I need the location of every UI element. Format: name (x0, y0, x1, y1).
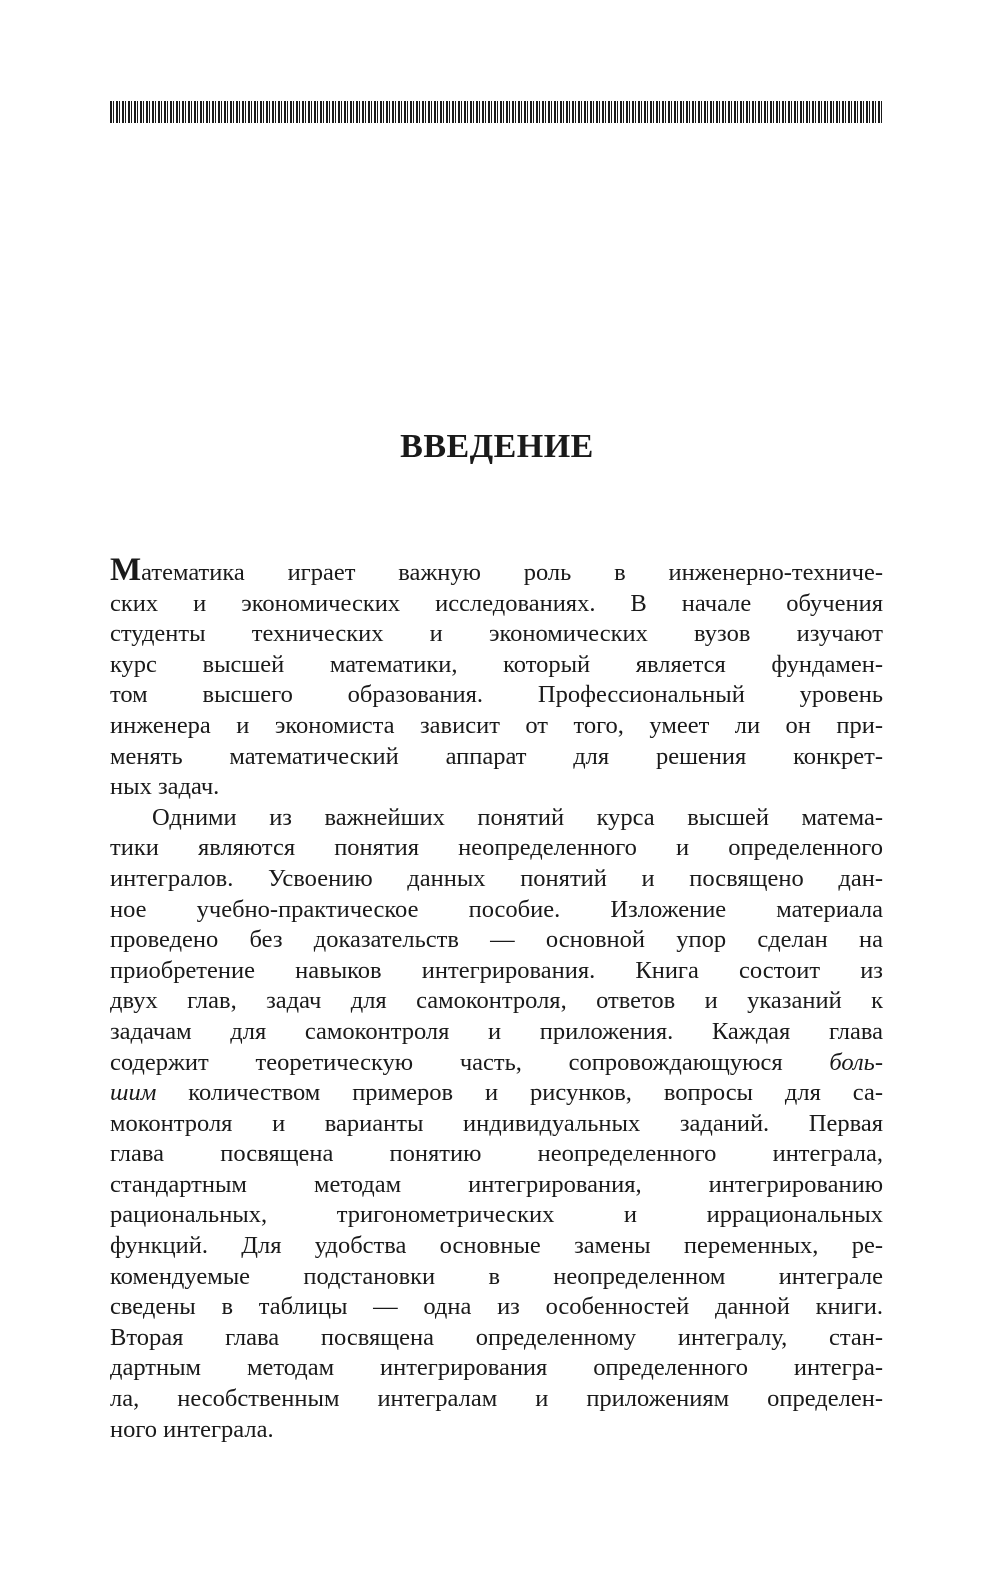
text-line: менять математический аппарат для решения конкрет- (110, 742, 883, 770)
text-line: двух глав, задач для самоконтроля, ответов и указаний к (110, 987, 883, 1015)
text-line: курс высшей математики, который является фундамен- (110, 650, 883, 678)
text-line: приобретение навыков интегрирования. Книга состоит из (110, 956, 883, 984)
text-line: инженера и экономиста зависит от того, умеет ли он при- (110, 711, 883, 739)
body-text (110, 552, 883, 1445)
drop-cap: М (110, 552, 142, 588)
text-line (110, 552, 883, 589)
text-line: дартным методам интегрирования определенного интегра- (110, 1354, 883, 1382)
text-line: Вторая глава посвящена определенному интегралу, стан- (110, 1323, 883, 1351)
text-line: глава посвящена понятию неопределенного интеграла, (110, 1140, 883, 1168)
text-line: интегралов. Усвоению данных понятий и посвящено дан- (110, 864, 883, 892)
text-line: ных задач. (110, 773, 220, 801)
text-line: студенты технических и экономических вузов изучают (110, 620, 883, 648)
text-line (110, 1078, 883, 1109)
text-line: задачам для самоконтроля и приложения. Каждая глава (110, 1017, 883, 1045)
text-segment: количеством примеров и рисунков, вопросы для са- (156, 1079, 883, 1107)
text-line: комендуемые подстановки в неопределенном интеграле (110, 1262, 883, 1290)
text-line: Одними из важнейших понятий курса высшей матема- (152, 803, 883, 831)
text-line: ное учебно-практическое пособие. Изложение материала (110, 895, 883, 923)
text-line: функций. Для удобства основные замены переменных, ре- (110, 1232, 883, 1260)
chapter-title: ВВЕДЕНИЕ (400, 428, 594, 465)
text-line: сведены в таблицы — одна из особенностей данной книги. (110, 1293, 883, 1321)
text-line: ских и экономических исследованиях. В начале обучения (110, 589, 883, 617)
text-line: тики являются понятия неопределенного и определенного (110, 834, 883, 862)
text-line-content: атематика играет важную роль в инженерно-техниче- (141, 559, 883, 586)
text-line: ла, несобственным интегралам и приложениям определен- (110, 1385, 883, 1413)
text-line: стандартным методам интегрирования, интегрированию (110, 1170, 883, 1198)
header-rule (110, 101, 884, 123)
emphasis-text: шим (110, 1079, 157, 1107)
text-line: рациональных, тригонометрических и иррациональных (110, 1201, 883, 1229)
paragraph-1 (110, 552, 883, 803)
paragraph-2 (110, 803, 883, 1445)
text-line: ного интеграла. (110, 1415, 274, 1443)
text-line: том высшего образования. Профессиональный уровень (110, 681, 883, 709)
text-line: проведено без доказательств — основной упор сделан на (110, 926, 883, 954)
text-line: моконтроля и варианты индивидуальных заданий. Первая (110, 1109, 883, 1137)
text-line (110, 1048, 883, 1079)
emphasis-text: боль- (829, 1048, 883, 1076)
text-segment: содержит теоретическую часть, сопровождающуюся (110, 1048, 830, 1076)
